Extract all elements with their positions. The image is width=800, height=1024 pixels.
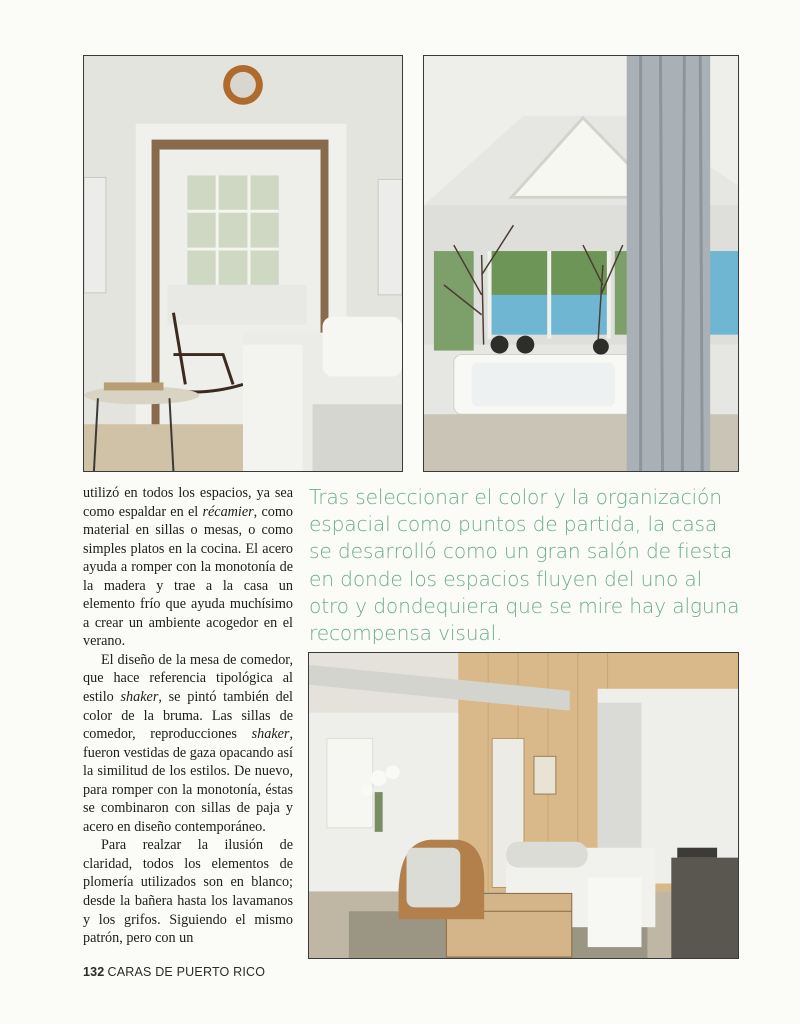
text-run: , se pintó también del color de la bruma. Las sillas de comedor, reproducciones — [83, 689, 293, 743]
body-paragraph-1 — [83, 484, 293, 651]
photo-dining-room — [308, 652, 739, 959]
italic-term: shaker — [120, 689, 159, 706]
publication-name: CARAS DE PUERTO RICO — [107, 965, 266, 979]
living-room-image — [84, 56, 402, 471]
italic-term: récamier — [202, 503, 254, 520]
pull-quote: Tras seleccionar el color y la organización espacial como puntos de partida, la casa se desarrolló como un gran salón de fiesta en donde los espacios fluyen del uno al otro y dondequiera que se mire hay alguna recompensa visual. — [309, 485, 740, 646]
photo-living-room — [83, 55, 403, 472]
text-run: El diseño de la mesa de comedor, que hace referencia tipológica al estilo — [83, 651, 293, 706]
page-number: 132 — [83, 965, 105, 979]
photo-bathroom — [423, 55, 739, 472]
body-paragraph-3: Para realzar la ilusión de claridad, todos los elementos de plomería utilizados son en blanco; desde la bañera hasta los lavamanos y los grifos. Siguiendo el mismo patrón, pero con un — [83, 837, 293, 947]
italic-term: shaker — [251, 726, 290, 743]
page-folio — [83, 965, 265, 979]
text-run: , fueron vestidas de gaza opacando así la similitud de los estilos. De nuevo, para romper con la monotonía, éstas se combinaron con sillas de paja y acero en diseño contemporáneo. — [83, 726, 293, 835]
body-paragraph-2 — [83, 651, 293, 836]
text-run: , como material en sillas o mesas, o como simples platos en la cocina. El acero ayuda a romper con la monotonía de la madera y trae a la casa un elemento frío que ayuda muchísimo a crear un ambiente acogedor en el verano. — [83, 503, 293, 650]
text-run: utilizó en todos los espacios, ya sea como espaldar en el — [83, 485, 293, 520]
bathroom-image — [424, 56, 738, 471]
body-text-column — [83, 484, 293, 948]
dining-room-image — [309, 653, 738, 958]
